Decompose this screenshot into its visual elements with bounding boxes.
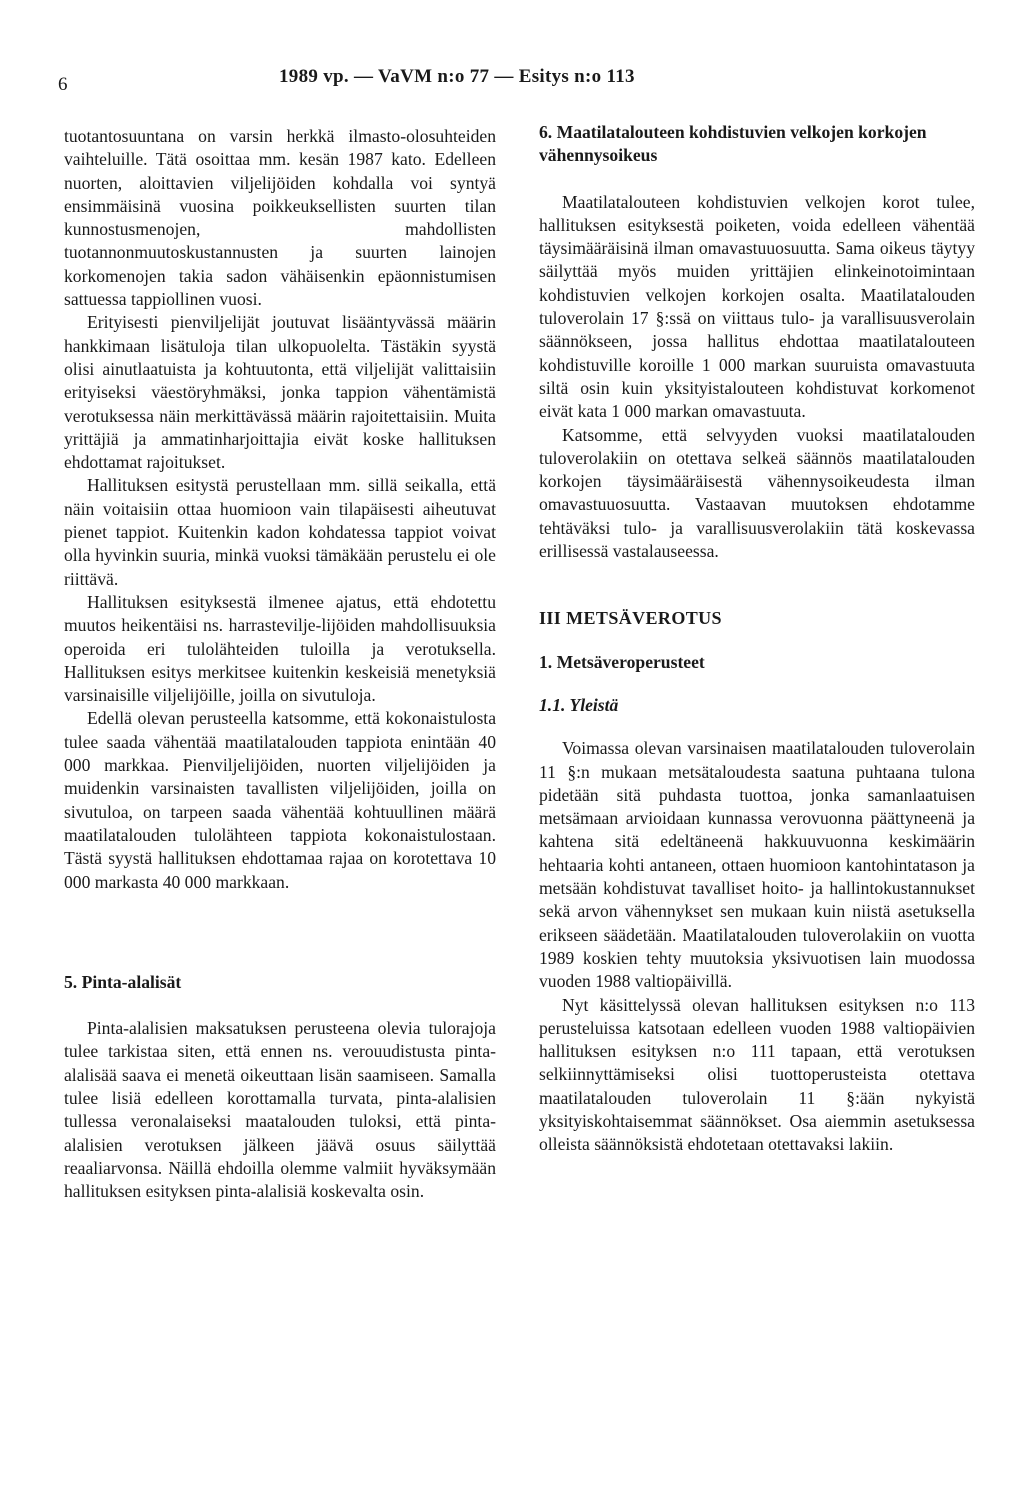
spacer <box>539 168 975 191</box>
running-head: 1989 vp. — VaVM n:o 77 — Esitys n:o 113 <box>279 66 635 87</box>
section-6-paragraph-interest: Maatilatalouteen kohdistuvien velkojen korot tulee, hallituksen esityksestä poiketen, voida edelleen vähentää täysimääräisinä ilman omavastuuosuutta. Sama oikeus täytyy säilyttää myös muiden yrittäjien elinkeinotoimintaan kohdistuvien velkojen korkojen osalta. Maatilatalouden tuloverolain 17 §:ssä on viittaus tulo- ja varallisuusverolain säännökseen, jossa hallitus ehdottaa maatilatalouteen kohdistuville koroille 1 000 markan suuruista omavastuuta siltä osin kuin yksityistalouteen kohdistuvat korkomenot eivät kata 1 000 markan omavastuuta. <box>539 191 975 422</box>
section-6-heading: 6. Maatilatalouteen kohdistuvien velkojen korkojen vähennysoikeus <box>539 122 927 166</box>
section-5-paragraph: Pinta-alalisien maksatuksen perusteena olevia tulorajoja tulee tarkistaa siten, että ennen ns. verouudistusta pinta-alalisää saava ei menetä oikeuttaan lisän saamiseen. Samalla tulee lisiä edelleen korottamalla turvata, pinta-alalisien tullessa veronalaiseksi maatalouden tuloksi, että pinta-alalisien verotuksen jälkeen jäävä osuus säilyttää reaaliarvonsa. Näillä ehdoilla olemme valmiit hyväksymään hallituksen esityksen pinta-alalisiä koskevalta osin. <box>64 1018 496 1202</box>
subsection-1-heading: 1. Metsäveroperusteet <box>539 651 705 672</box>
left-column <box>64 125 496 1203</box>
spacer <box>539 631 975 651</box>
paragraph-small-farmers: Erityisesti pienviljelijät joutuvat lisääntyvässä määrin hankkimaan lisätuloja tilan ulkopuolelta. Tästäkin syystä olisi ainutlaatuista ja kohtuutonta, että viljelijät valittaisiin erityiseksi väestöryhmäksi, jonka tappion vähentämistä verotuksessa näin merkittävässä määrin rajoitettaisiin. Muita yrittäjiä ja ammatinharjoittajia eivät koske hallituksen ehdottamat rajoitukset. <box>64 312 496 473</box>
paragraph-harvest-risk: tuotantosuuntana on varsin herkkä ilmasto-olosuhteiden vaihteluille. Tätä osoittaa mm. kesän 1987 kato. Edelleen nuorten, aloittavien viljelijöiden kohdalla voi syntyä ensimmäisinä vuosina poikkeuksellisten suurten tilan kunnostusmenojen, mahdollisten tuotannonmuutoskustannusten ja suurten lainojen korkomenojen takia sadon vähäisenkin epäonnistumisen sattuessa tappiollinen vuosi. <box>64 126 496 310</box>
subsection-1-1-heading: 1.1. Yleistä <box>539 694 619 715</box>
right-column <box>539 122 975 1157</box>
spacer <box>539 717 975 737</box>
paragraph-hobby-farmers: Hallituksen esityksestä ilmenee ajatus, että ehdotettu muutos heikentäisi ns. harrastevilje-lijöiden mahdollisuuksia operoida eri tulolähteiden tuloilla ja verotuksella. Hallituksen esitys merkitsee kuitenkin keskeisiä menetyksiä varsinaisille viljelijöille, joilla on sivutuloja. <box>64 591 496 706</box>
paragraph-conclusion-40000: Edellä olevan perusteella katsomme, että kokonaistulosta tulee saada vähentää maatilatalouden tappiota enintään 40 000 markkaa. Pienviljelijöiden, nuorten viljelijöiden ja muidenkin varsinaisten tavallisten viljelijöiden, joilla on sivutuloa, on tarpeen saada vähentää kohtuullinen määrä maatilatalouden tulolähteen tappiota kokonaistulostaan. Tästä syystä hallituksen ehdottamaa rajaa on korotettava 10 000 markasta 40 000 markkaan. <box>64 708 496 892</box>
subsection-1-1-paragraph-proposal: Nyt käsittelyssä olevan hallituksen esityksen n:o 113 perusteluissa katsotaan edelleen vuoden 1988 valtiopäivien hallituksen esityksen n:o 111 tapaan, että verotuksen selkiinnyttämiseksi olisi tuottoperusteista otettava maatilatalouden tuloverolain 11 §:ään nykyistä yksityiskohtaisemmat säännökset. Osa aiemmin asetuksessa olleista säännöksistä ehdotetaan otettavaksi lakiin. <box>539 994 975 1155</box>
part-3-heading: III METSÄVEROTUS <box>539 608 722 629</box>
section-6-paragraph-proposal: Katsomme, että selvyyden vuoksi maatilatalouden tuloverolakiin on otettava selkeä säännös maatilatalouden korkojen täysimääräisestä vähennysoikeudesta ilman omavastuuosuutta. Vastaavan muutoksen ehdotamme tehtäväksi tulo- ja varallisuusverolakiin tätä koskevassa erillisessä vastalauseessa. <box>539 424 975 562</box>
paragraph-government-argument: Hallituksen esitystä perustellaan mm. sillä seikalla, että näin voitaisiin ottaa huomioon vain tilapäisesti aiheutuvat pienet tappiot. Kuitenkin kadon kohdatessa tappiot voivat olla hyvinkin suuria, minkä vuoksi tämäkään perustelu ei ole riittävä. <box>64 475 496 589</box>
spacer <box>539 563 975 607</box>
spacer <box>539 674 975 694</box>
spacer <box>64 994 496 1017</box>
section-5-heading: 5. Pinta-alalisät <box>64 971 182 992</box>
spacer <box>64 894 496 971</box>
page-number: 6 <box>58 74 68 95</box>
subsection-1-1-paragraph-law: Voimassa olevan varsinaisen maatilatalouden tuloverolain 11 §:n mukaan metsätaloudesta saatuna puhtaana tulona pidetään sitä puhdasta tuottoa, jonka samanlaatuisen metsämaan arvioidaan kunnassa verovuonna päättyneenä ja kahtena sitä edeltäneenä hakkuuvuonna keskimäärin hehtaaria kohti antaneen, ottaen huomioon kantohintatason ja metsään kohdistuvat tavalliset hoito- ja hallintokustannukset sekä arvon vähennykset sen mukaan kuin niistä asetuksella erikseen säädetään. Maatilatalouden tuloverolakiin on vuotta 1989 koskien tehty muutoksia yksivuotisen lain muodossa vuoden 1988 valtiopäivillä. <box>539 738 975 992</box>
